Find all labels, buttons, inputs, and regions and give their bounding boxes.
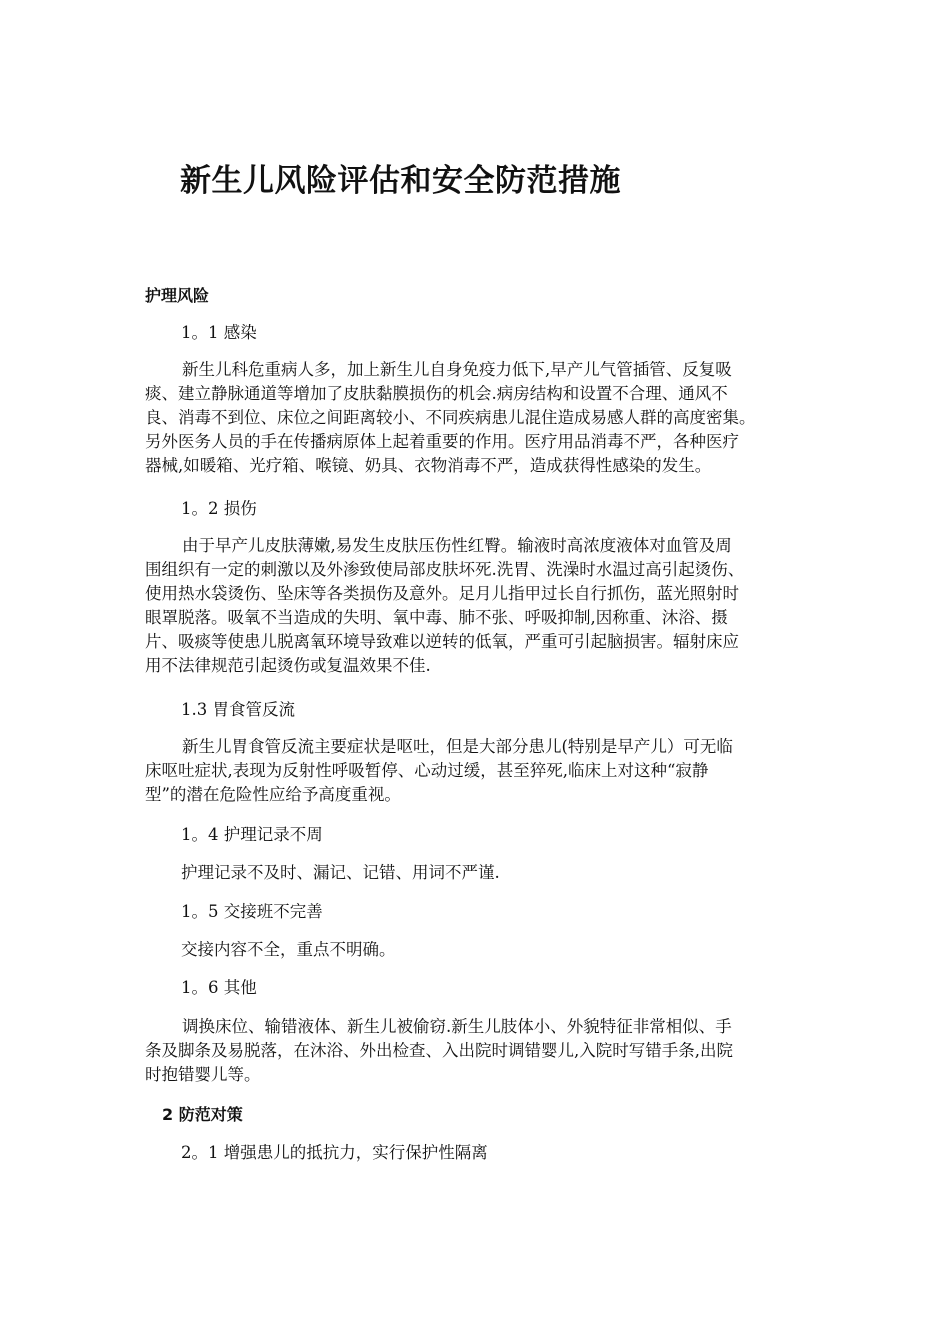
paragraph-line: 眼罩脱落。吸氧不当造成的失明、氧中毒、肺不张、呼吸抑制,因称重、沐浴、摄	[145, 608, 728, 627]
subsection-heading-records: 1。4 护理记录不周	[181, 825, 323, 844]
subsection-heading-reflux: 1.3 胃食管反流	[181, 700, 295, 719]
paragraph-line: 用不法律规范引起烫伤或复温效果不佳.	[145, 656, 431, 675]
paragraph-records: 护理记录不及时、漏记、记错、用词不严谨.	[181, 863, 500, 882]
paragraph-handover: 交接内容不全，重点不明确。	[181, 940, 396, 959]
paragraph-line: 痰、建立静脉通道等增加了皮肤黏膜损伤的机会.病房结构和设置不合理、通风不	[145, 384, 728, 403]
paragraph-line: 片、吸痰等使患儿脱离氧环境导致难以逆转的低氧，严重可引起脑损害。辐射床应	[145, 632, 739, 651]
paragraph-injury	[145, 534, 825, 678]
paragraph-line: 新生儿科危重病人多，加上新生儿自身免疫力低下,早产儿气管插管、反复吸	[182, 360, 732, 379]
section-heading-nursing-risk: 护理风险	[145, 286, 210, 305]
paragraph-line: 围组织有一定的刺激以及外渗致使局部皮肤坏死.洗胃、洗澡时水温过高引起烫伤、	[145, 560, 745, 579]
paragraph-line: 器械,如暖箱、光疗箱、喉镜、奶具、衣物消毒不严，造成获得性感染的发生。	[145, 456, 712, 475]
subsection-heading-resistance: 2。1 增强患儿的抵抗力，实行保护性隔离	[181, 1143, 488, 1162]
paragraph-other	[145, 1015, 825, 1087]
subsection-heading-other: 1。6 其他	[181, 978, 257, 997]
paragraph-line: 新生儿胃食管反流主要症状是呕吐，但是大部分患儿(特别是早产儿）可无临	[182, 737, 733, 756]
subsection-heading-handover: 1。5 交接班不完善	[181, 902, 323, 921]
paragraph-infection	[145, 358, 825, 478]
paragraph-line: 型”的潜在危险性应给予高度重视。	[145, 785, 401, 804]
paragraph-line: 条及脚条及易脱落，在沐浴、外出检查、入出院时调错婴儿,入院时写错手条,出院	[145, 1041, 733, 1060]
paragraph-line: 由于早产儿皮肤薄嫩,易发生皮肤压伤性红臀。输液时高浓度液体对血管及周	[182, 536, 732, 555]
paragraph-line: 良、消毒不到位、床位之间距离较小、不同疾病患儿混住造成易感人群的高度密集。	[145, 408, 756, 427]
section-heading-prevention: 2 防范对策	[162, 1105, 243, 1124]
paragraph-line: 床呕吐症状,表现为反射性呼吸暂停、心动过缓，甚至猝死,临床上对这种“寂静	[145, 761, 709, 780]
subsection-heading-injury: 1。2 损伤	[181, 499, 257, 518]
paragraph-line: 调换床位、输错液体、新生儿被偷窃.新生儿肢体小、外貌特征非常相似、手	[182, 1017, 732, 1036]
paragraph-line: 使用热水袋烫伤、坠床等各类损伤及意外。足月儿指甲过长自行抓伤，蓝光照射时	[145, 584, 739, 603]
paragraph-line: 另外医务人员的手在传播病原体上起着重要的作用。医疗用品消毒不严，各种医疗	[145, 432, 739, 451]
paragraph-reflux	[145, 735, 825, 807]
subsection-heading-infection: 1。1 感染	[181, 323, 257, 342]
paragraph-line: 时抱错婴儿等。	[145, 1065, 261, 1084]
document-title: 新生儿风险评估和安全防范措施	[180, 163, 621, 199]
